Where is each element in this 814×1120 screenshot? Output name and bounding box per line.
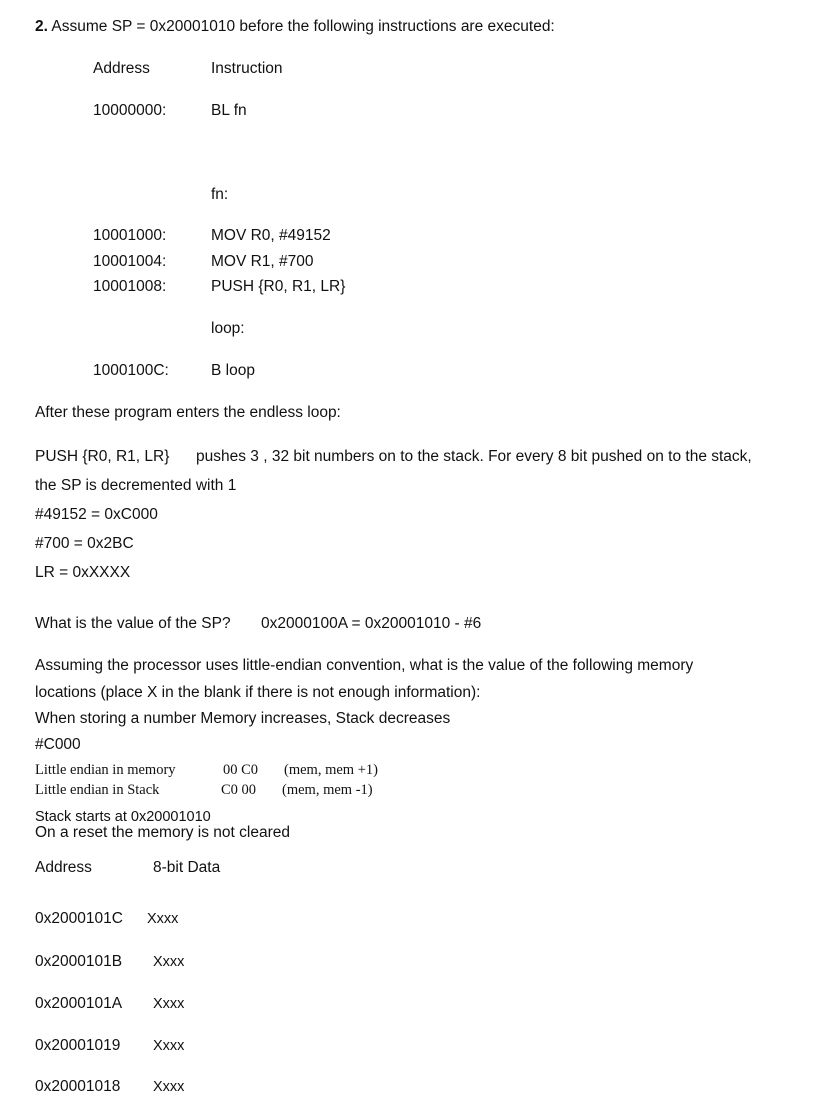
conversion-line: #700 = 0x2BC xyxy=(35,535,134,552)
push-continuation: the SP is decremented with 1 xyxy=(35,477,237,494)
conversion-line: #49152 = 0xC000 xyxy=(35,506,158,523)
endian-note-bytes: C0 00 xyxy=(221,782,257,798)
memory-address-header: Address xyxy=(35,859,92,876)
sp-question: What is the value of the SP? xyxy=(35,615,231,632)
endian-value: #C000 xyxy=(35,736,81,753)
memory-data: Xxxx xyxy=(153,1038,185,1054)
reset-note: On a reset the memory is not cleared xyxy=(35,824,291,841)
endian-note-range: (mem, mem -1) xyxy=(282,782,373,798)
endian-note-bytes: 00 C0 xyxy=(223,762,259,778)
memory-data-header: 8-bit Data xyxy=(153,859,221,876)
code-address: 10001000: xyxy=(93,227,167,244)
code-instruction: MOV R1, #700 xyxy=(211,253,314,270)
conversion-line: LR = 0xXXXX xyxy=(35,564,131,581)
endian-question-line: When storing a number Memory increases, Stack decreases xyxy=(35,710,451,727)
endian-note-range: (mem, mem +1) xyxy=(284,762,378,778)
memory-address: 0x20001019 xyxy=(35,1037,121,1054)
after-text: After these program enters the endless loop: xyxy=(35,404,341,421)
push-description: pushes 3 , 32 bit numbers on to the stack. For every 8 bit pushed on to the stack, xyxy=(196,448,752,465)
endian-question-line: Assuming the processor uses little-endian convention, what is the value of the following memory xyxy=(35,657,694,674)
question-header xyxy=(35,18,555,37)
code-instruction-header: Instruction xyxy=(211,60,283,77)
endian-question-line: locations (place X in the blank if there is not enough information): xyxy=(35,684,481,701)
memory-address: 0x2000101C xyxy=(35,910,123,927)
code-instruction: PUSH {R0, R1, LR} xyxy=(211,278,346,295)
code-label-fn: fn: xyxy=(211,186,229,203)
sp-answer: 0x2000100A = 0x20001010 - #6 xyxy=(261,615,482,632)
code-address: 10001004: xyxy=(93,253,167,270)
code-label-loop: loop: xyxy=(211,320,245,337)
code-address-header: Address xyxy=(93,60,150,77)
memory-data: Xxxx xyxy=(153,1079,185,1095)
code-instruction: BL fn xyxy=(211,102,247,119)
stack-start-note: Stack starts at 0x20001010 xyxy=(35,809,211,825)
code-instruction: MOV R0, #49152 xyxy=(211,227,331,244)
memory-data: Xxxx xyxy=(153,954,185,970)
code-instruction: B loop xyxy=(211,362,255,379)
code-address: 10001008: xyxy=(93,278,167,295)
endian-note-label: Little endian in memory xyxy=(35,762,176,778)
push-instruction: PUSH {R0, R1, LR} xyxy=(35,448,170,465)
code-address: 10000000: xyxy=(93,102,167,119)
memory-data: Xxxx xyxy=(147,911,179,927)
code-address: 1000100C: xyxy=(93,362,169,379)
memory-data: Xxxx xyxy=(153,996,185,1012)
memory-address: 0x20001018 xyxy=(35,1078,121,1095)
endian-note-label: Little endian in Stack xyxy=(35,782,160,798)
memory-address: 0x2000101B xyxy=(35,953,123,970)
question-text: Assume SP = 0x20001010 before the following instructions are executed: xyxy=(51,18,555,35)
memory-address: 0x2000101A xyxy=(35,995,123,1012)
question-number: 2. xyxy=(35,18,48,35)
